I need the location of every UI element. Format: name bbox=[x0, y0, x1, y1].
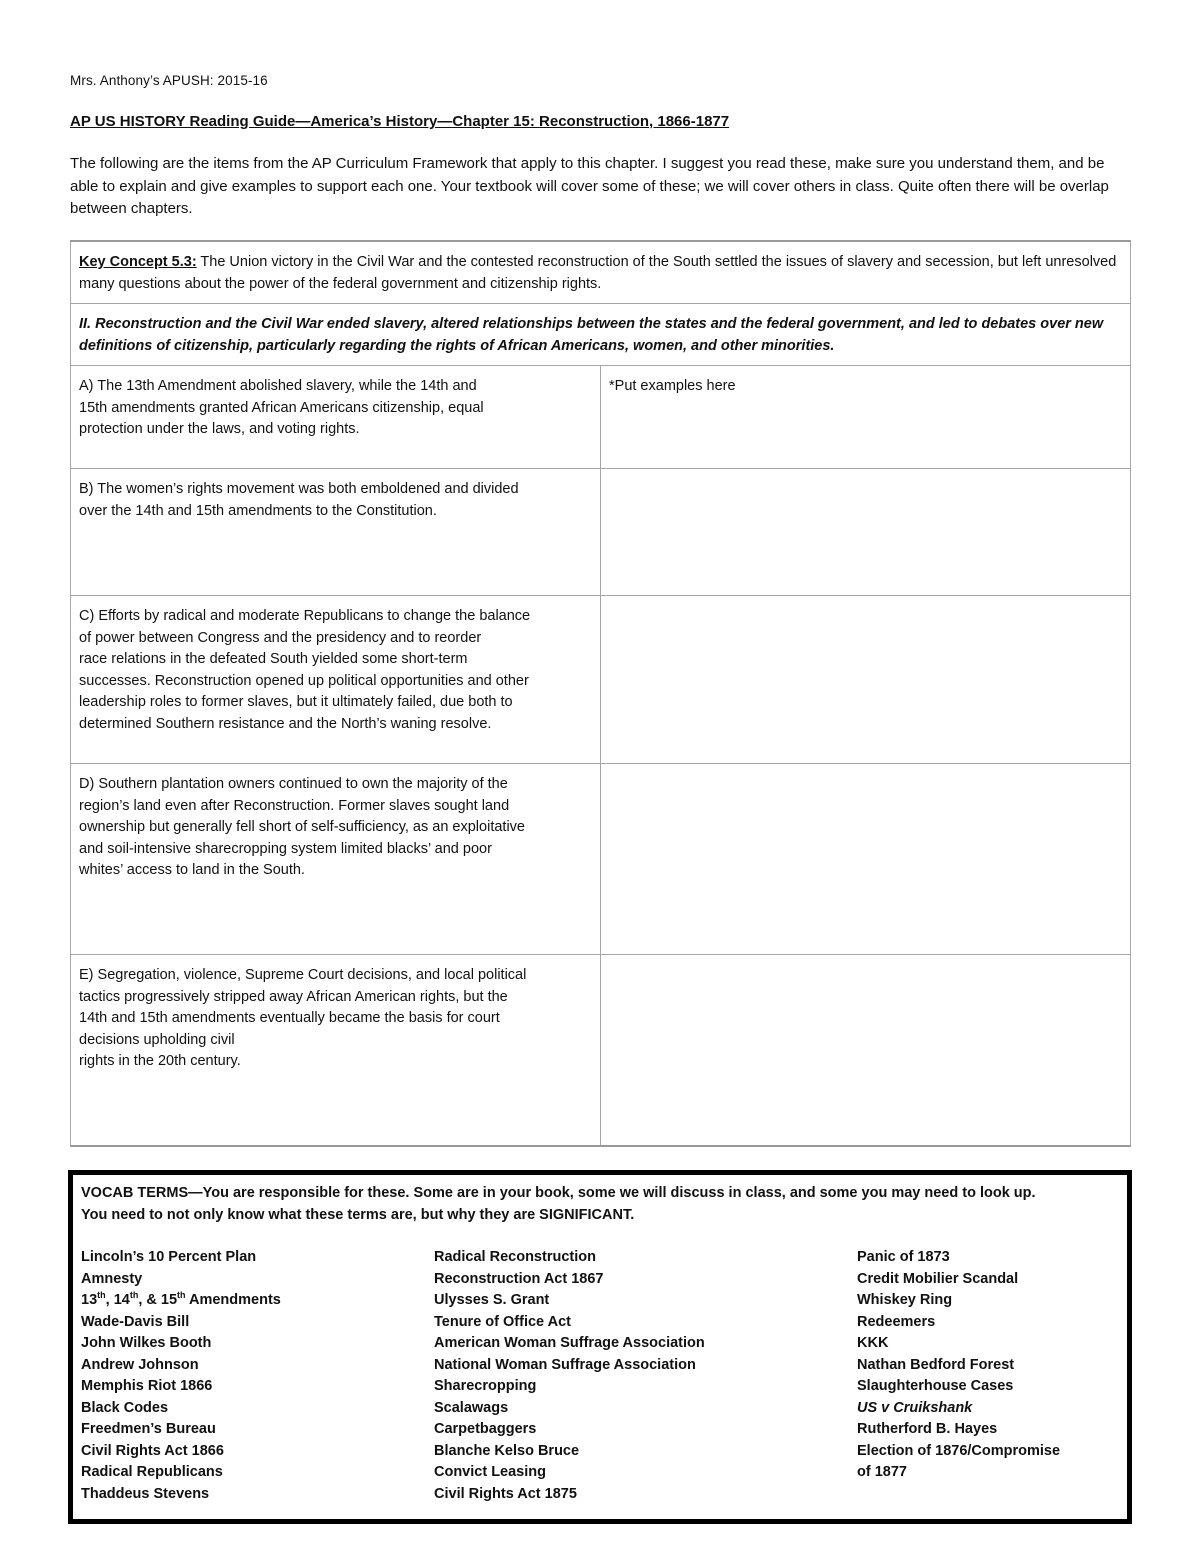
vocab-term: Slaughterhouse Cases bbox=[857, 1378, 1014, 1394]
examples-cell-c[interactable] bbox=[601, 596, 1131, 764]
examples-cell-e[interactable] bbox=[601, 955, 1131, 1147]
framework-table bbox=[70, 240, 1131, 1147]
vocab-term: Freedmen’s Bureau bbox=[81, 1421, 216, 1437]
vocab-term: Black Codes bbox=[81, 1399, 169, 1416]
table-row bbox=[71, 596, 1131, 764]
intro-paragraph: The following are the items from the AP Curriculum Framework that apply to this chapter. I suggest you read these, make sure you understand them, and be able to explain and give examples to support each one. Your textbook will cover some of these; we will cover others in class. Quite often there will be overlap between chapters. bbox=[70, 155, 1109, 217]
table-row bbox=[71, 764, 1131, 955]
vocab-term: Carpetbaggers bbox=[434, 1421, 537, 1437]
vocab-term: Rutherford B. Hayes bbox=[857, 1421, 998, 1437]
vocab-column-3 bbox=[857, 1247, 1060, 1484]
table-row bbox=[71, 469, 1131, 596]
vocab-term: Memphis Riot 1866 bbox=[81, 1378, 213, 1394]
framework-item-d: D) Southern plantation owners continued to own the majority of the region’s land even after Reconstruction. Former slaves sought land ownership but generally fell short of self-sufficiency, as an exploitative and soil-intensive sharecropping system limited blacks’ and poor whites’ access to land in the South. bbox=[71, 764, 601, 955]
vocab-box bbox=[68, 1170, 1132, 1524]
vocab-term-amendments: 13th, 14th, & 15th Amendments bbox=[81, 1290, 281, 1308]
vocab-term: Whiskey Ring bbox=[857, 1292, 953, 1308]
vocab-term: Wade-Davis Bill bbox=[81, 1313, 190, 1330]
examples-cell-a[interactable]: *Put examples here bbox=[601, 366, 1131, 469]
course-line: Mrs. Anthony’s APUSH: 2015-16 bbox=[70, 73, 268, 88]
vocab-term: American Woman Suffrage Association bbox=[434, 1335, 705, 1351]
vocab-term: Thaddeus Stevens bbox=[81, 1485, 210, 1502]
framework-item-c: C) Efforts by radical and moderate Republicans to change the balance of power between Congress and the presidency and to reorder race relations in the defeated South yielded some short-term successes. Reconstruction opened up political opportunities and other leadership roles to former slaves, but it ultimately failed, due both to determined Southern resistance and the North’s waning resolve. bbox=[71, 596, 601, 764]
vocab-term: Panic of 1873 bbox=[857, 1249, 950, 1265]
key-concept-label: Key Concept 5.3: bbox=[79, 254, 197, 270]
vocab-term: Radical Republicans bbox=[81, 1464, 223, 1480]
vocab-term: Credit Mobilier Scandal bbox=[857, 1270, 1019, 1287]
vocab-term: Amnesty bbox=[81, 1270, 143, 1287]
vocab-term: John Wilkes Booth bbox=[81, 1335, 212, 1351]
vocab-term: Sharecropping bbox=[434, 1378, 537, 1394]
framework-item-e: E) Segregation, violence, Supreme Court decisions, and local political tactics progressively stripped away African American rights, but the 14th and 15th amendments eventually became the basis for court decisions upholding civil rights in the 20th century. bbox=[71, 955, 601, 1147]
vocab-term: Nathan Bedford Forest bbox=[857, 1356, 1015, 1373]
vocab-term: Radical Reconstruction bbox=[434, 1249, 596, 1265]
examples-cell-b[interactable] bbox=[601, 469, 1131, 596]
vocab-term: Andrew Johnson bbox=[81, 1356, 199, 1373]
section-heading-row bbox=[71, 304, 1131, 366]
vocab-term: Civil Rights Act 1866 bbox=[81, 1442, 224, 1459]
vocab-term: Scalawags bbox=[434, 1399, 509, 1416]
vocab-term: KKK bbox=[857, 1335, 889, 1351]
vocab-term: Reconstruction Act 1867 bbox=[434, 1270, 604, 1287]
section-heading: II. Reconstruction and the Civil War ended slavery, altered relationships between the states and the federal government, and led to debates over new definitions of citizenship, particularly regarding the rights of African Americans, women, and other minorities. bbox=[71, 304, 1131, 366]
vocab-term: Convict Leasing bbox=[434, 1464, 546, 1480]
vocab-term: Ulysses S. Grant bbox=[434, 1292, 550, 1308]
key-concept-text: The Union victory in the Civil War and the contested reconstruction of the South settled the issues of slavery and secession, but left unresolved many questions about the power of the federal government and citizenship rights. bbox=[79, 254, 1117, 292]
vocab-term: National Woman Suffrage Association bbox=[434, 1356, 696, 1373]
examples-cell-d[interactable] bbox=[601, 764, 1131, 955]
vocab-term: Civil Rights Act 1875 bbox=[434, 1485, 577, 1502]
framework-item-b: B) The women’s rights movement was both emboldened and divided over the 14th and 15th amendments to the Constitution. bbox=[71, 469, 601, 596]
key-concept-row bbox=[71, 241, 1131, 304]
vocab-column-2 bbox=[434, 1247, 705, 1505]
framework-item-a: A) The 13th Amendment abolished slavery, while the 14th and 15th amendments granted African Americans citizenship, equal protection under the laws, and voting rights. bbox=[71, 366, 601, 469]
vocab-term: US v Cruikshank bbox=[857, 1399, 973, 1416]
vocab-term: of 1877 bbox=[857, 1464, 907, 1480]
key-concept-cell bbox=[71, 241, 1131, 304]
table-row bbox=[71, 955, 1131, 1147]
table-row bbox=[71, 366, 1131, 469]
vocab-column-1 bbox=[81, 1247, 281, 1505]
vocab-term: Election of 1876/Compromise bbox=[857, 1442, 1061, 1459]
guide-title: AP US HISTORY Reading Guide—America’s History—Chapter 15: Reconstruction, 1866-1877 bbox=[70, 113, 730, 130]
vocab-intro: VOCAB TERMS—You are responsible for these. Some are in your book, some we will discuss in class, and some you may need to look up. You need to not only know what these terms are, but why they are SIGNIFICANT. bbox=[81, 1185, 1036, 1223]
vocab-term: Blanche Kelso Bruce bbox=[434, 1442, 580, 1459]
vocab-term: Redeemers bbox=[857, 1313, 936, 1330]
vocab-term: Lincoln’s 10 Percent Plan bbox=[81, 1249, 257, 1265]
vocab-term: Tenure of Office Act bbox=[434, 1313, 571, 1330]
